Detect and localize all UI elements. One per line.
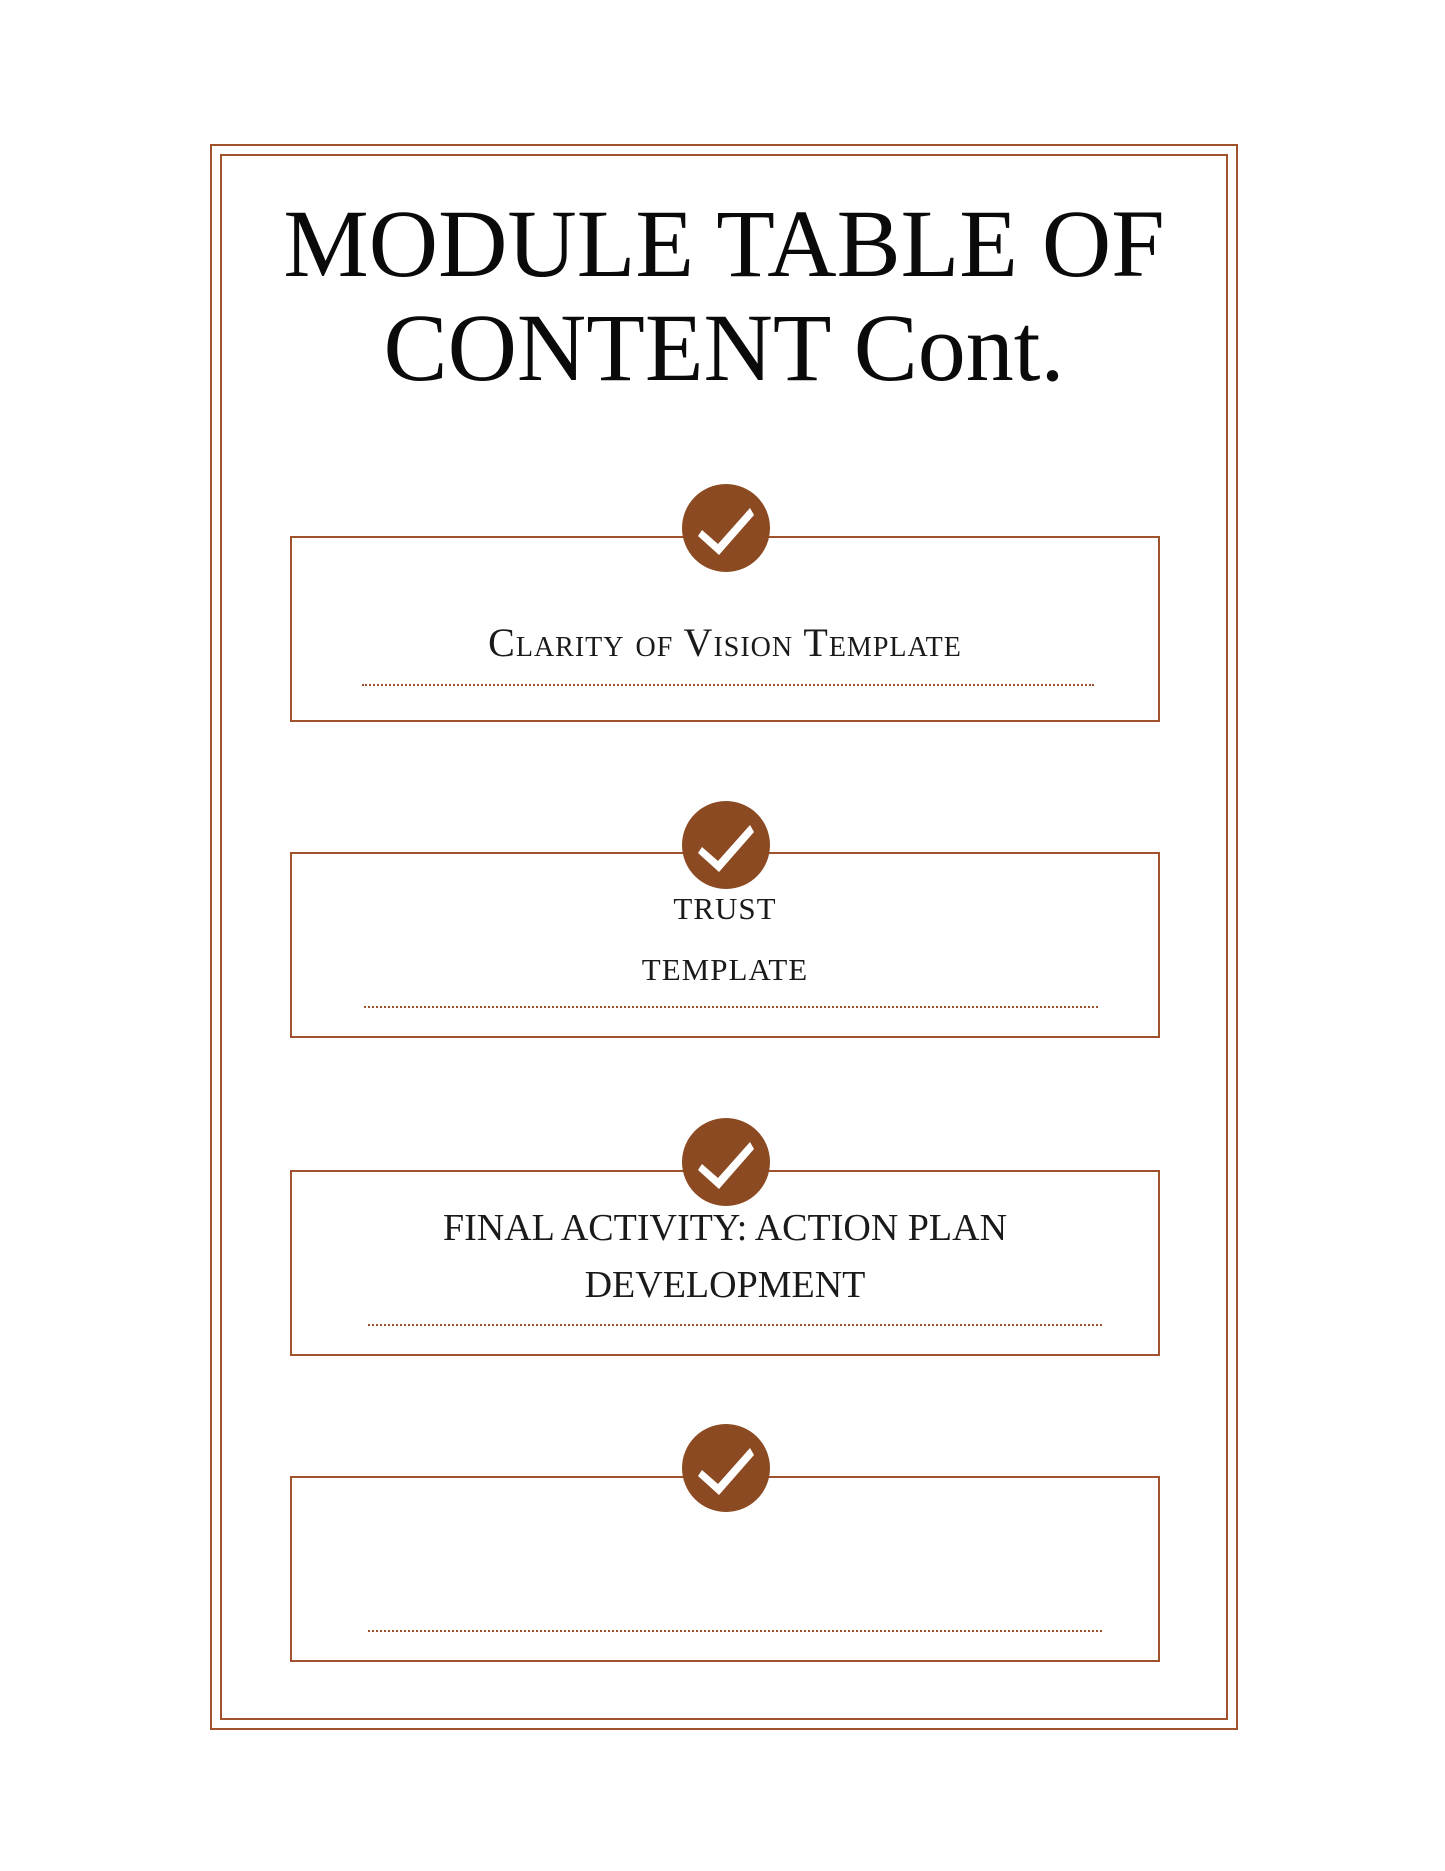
toc-item-3-label-line-2: DEVELOPMENT [584,1264,866,1306]
page-title [230,192,1218,400]
toc-item-1-dotted-line [362,684,1094,686]
check-icon [682,801,770,889]
check-icon [682,1424,770,1512]
toc-item-3-dotted-line [368,1324,1102,1326]
toc-item-2-label-line-2: TEMPLATE [641,952,809,987]
toc-item-3-label-line-1: FINAL ACTIVITY: ACTION PLAN [442,1207,1008,1249]
toc-item-2-dotted-line [364,1006,1098,1008]
page-title-line-1: MODULE TABLE OF [283,190,1165,297]
toc-item-1-label: Clarity of Vision Template [488,620,962,665]
check-icon [682,1118,770,1206]
page-title-line-2: CONTENT Cont. [383,294,1065,401]
toc-item-2-label-line-1: TRUST [673,891,777,926]
toc-item-4-dotted-line [368,1630,1102,1632]
check-icon [682,484,770,572]
